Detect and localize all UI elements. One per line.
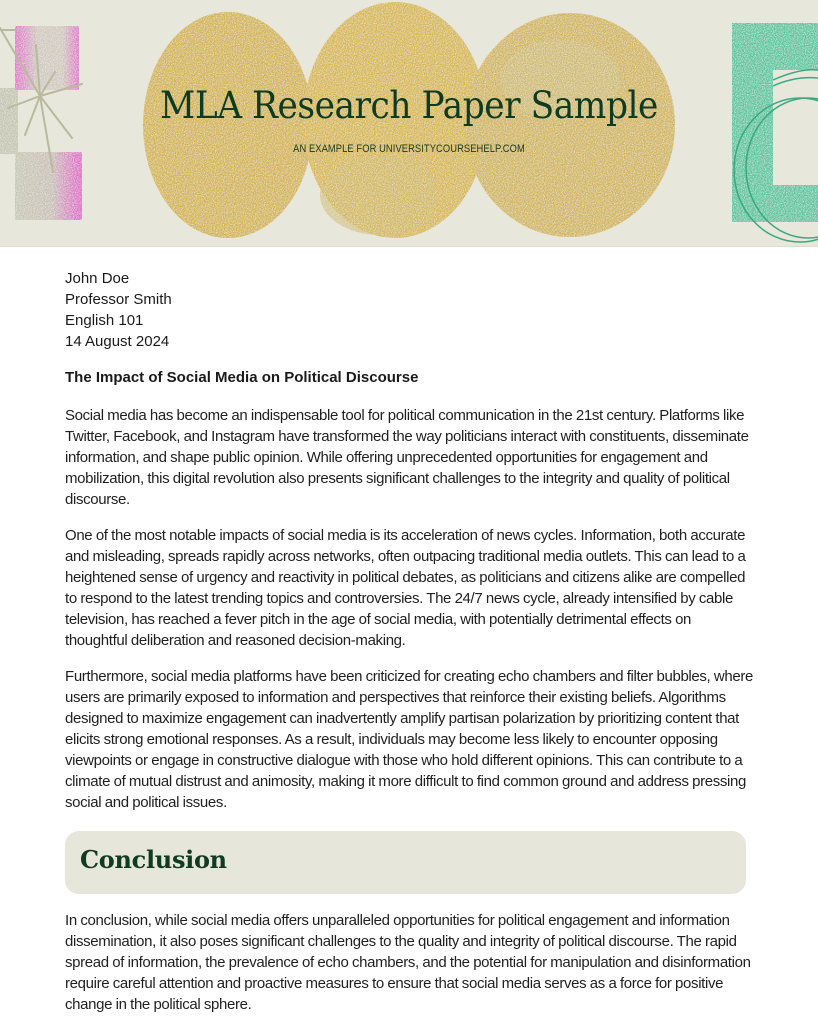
- conclusion-heading-box: [65, 831, 746, 894]
- conclusion-paragraph: In conclusion, while social media offers unparalleled opportunities for political engagement and information dissemination, it also poses significant challenges to the quality and integrity of political discourse. The rapid spread of information, the prevalence of echo chambers, and the potential for manipulation and disinformation require careful attention and proactive measures to ensure that social media serves as a force for positive change in the political sphere.: [65, 912, 751, 1013]
- author-name: John Doe: [65, 270, 130, 287]
- instructor-name: Professor Smith: [65, 291, 172, 308]
- header-banner: [0, 0, 818, 247]
- course-name: English 101: [65, 312, 144, 329]
- teal-frame-decoration: [732, 23, 818, 242]
- paper-body: [65, 268, 755, 813]
- banner-title: MLA Research Paper Sample: [160, 84, 658, 127]
- conclusion-heading: Conclusion: [80, 845, 227, 874]
- paragraph-echo-chambers: Furthermore, social media platforms have been criticized for creating echo chambers and filter bubbles, where users are primarily exposed to information and perspectives that reinforce their existing beliefs. Algorithms designed to maximize engagement can inadvertently amplify partisan polarization by prioritizing content that elicits strong emotional responses. As a result, individuals may become less likely to encounter opposing viewpoints or engage in constructive dialogue with those who hold different opinions. This can contribute to a climate of mutual distrust and animosity, making it more difficult to find common ground and address pressing social and political issues.: [65, 668, 754, 811]
- banner-subtitle: AN EXAMPLE FOR UNIVERSITYCOURSEHELP.COM: [293, 143, 525, 155]
- paragraph-intro: Social media has become an indispensable tool for political communication in the 21st century. Platforms like Twitter, Facebook, and Instagram have transformed the way politicians interact with constituents, disseminate information, and shape public opinion. While offering unprecedented opportunities for engagement and mobilization, this digital revolution also presents significant challenges to the integrity and quality of political discourse.: [65, 407, 749, 508]
- paper-date: 14 August 2024: [65, 333, 170, 350]
- paper-title: The Impact of Social Media on Political Discourse: [65, 369, 419, 386]
- paragraph-news-cycles: One of the most notable impacts of social media is its acceleration of news cycles. Information, both accurate and misleading, spreads rapidly across networks, often outpacing traditional media outlets. This can lead to a heightened sense of urgency and reactivity in political debates, as politicians and citizens alike are compelled to respond to the latest trending topics and controversies. The 24/7 news cycle, already intensified by cable television, has reached a fever pitch in the age of social media, with potentially detrimental effects on thoughtful deliberation and reasoned decision-making.: [65, 527, 746, 649]
